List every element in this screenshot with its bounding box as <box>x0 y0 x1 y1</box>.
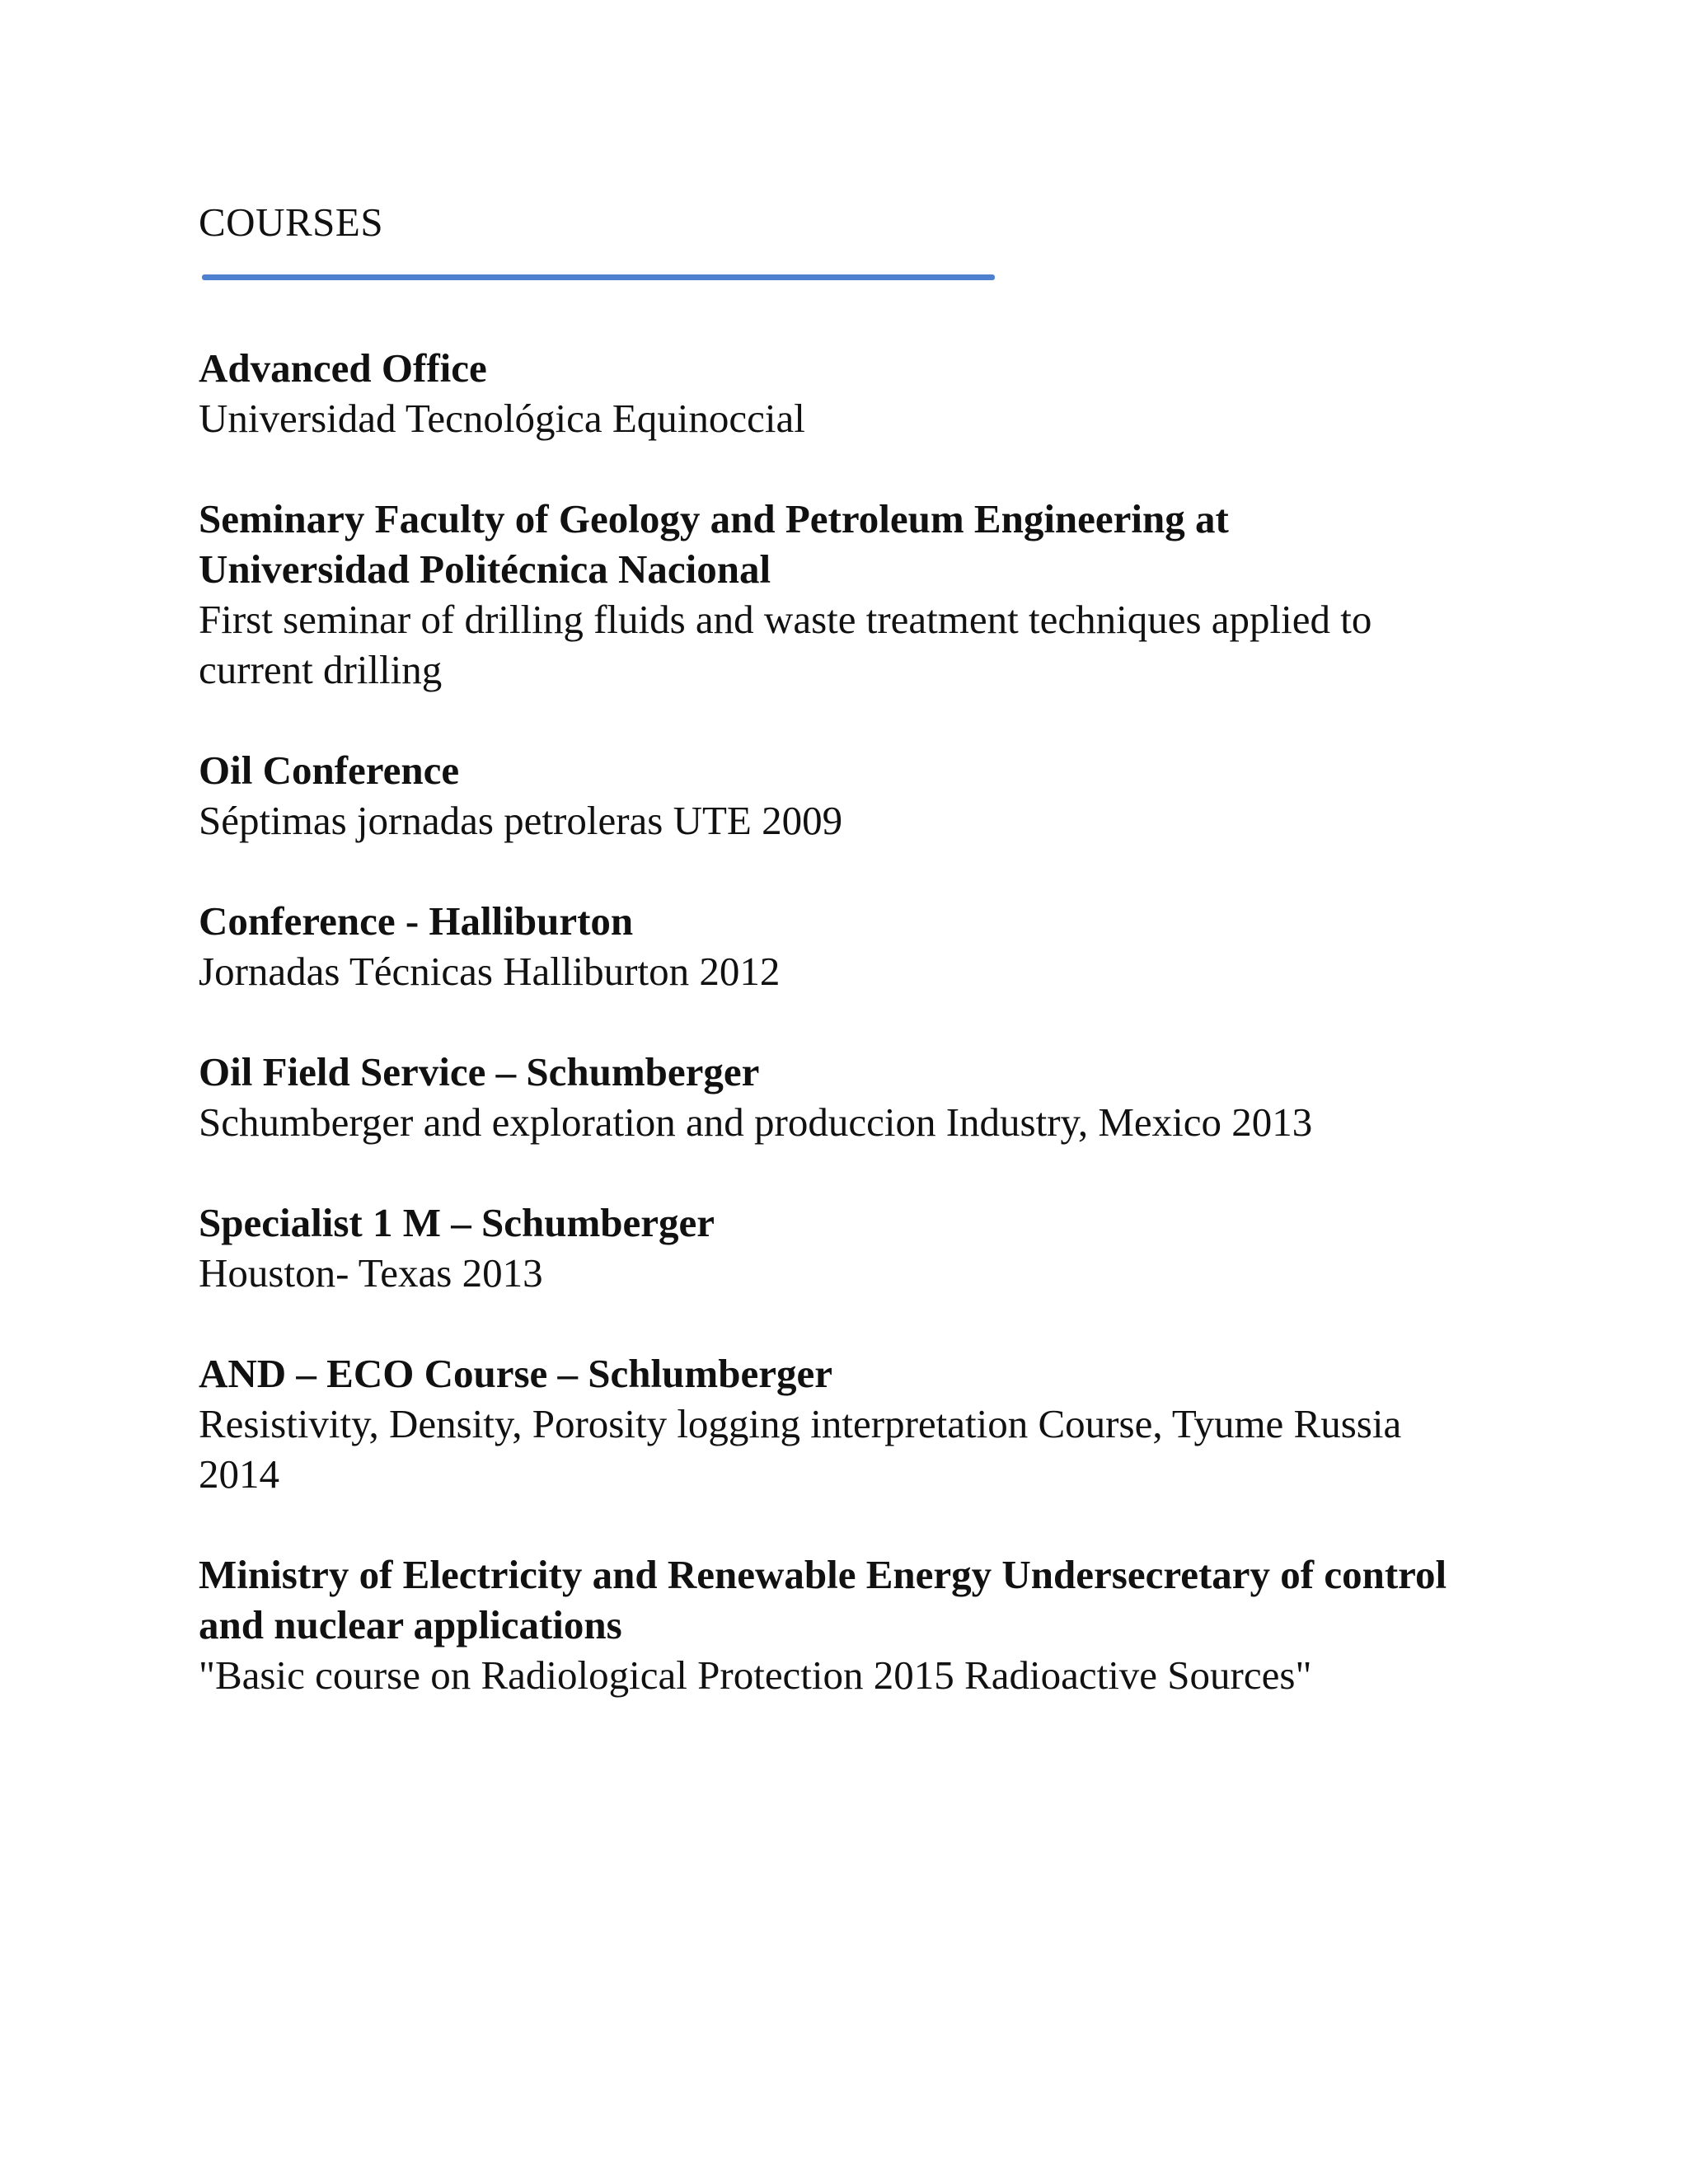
course-list <box>199 343 1517 1700</box>
course-entry <box>199 1047 1517 1147</box>
course-title: Oil Field Service – Schumberger <box>199 1049 760 1094</box>
course-entry <box>199 896 1517 996</box>
course-entry <box>199 494 1517 695</box>
course-entry <box>199 1348 1517 1499</box>
course-title: Seminary Faculty of Geology and Petroleum Engineering at Universidad Politécnica Nacional <box>199 496 1229 592</box>
course-description: First seminar of drilling fluids and waste treatment techniques applied to current drilling <box>199 597 1372 692</box>
course-description: "Basic course on Radiological Protection 2015 Radioactive Sources" <box>199 1652 1312 1698</box>
course-title: Specialist 1 M – Schumberger <box>199 1200 715 1245</box>
course-description: Schumberger and exploration and produccion Industry, Mexico 2013 <box>199 1099 1313 1145</box>
course-entry <box>199 343 1517 443</box>
course-title: Conference - Halliburton <box>199 898 634 944</box>
course-description: Houston- Texas 2013 <box>199 1250 543 1296</box>
course-description: Resistivity, Density, Porosity logging interpretation Course, Tyume Russia 2014 <box>199 1401 1402 1497</box>
section-title: COURSES <box>199 199 384 245</box>
course-title: AND – ECO Course – Schlumberger <box>199 1351 832 1396</box>
course-title: Ministry of Electricity and Renewable Energy Undersecretary of control and nuclear applications <box>199 1552 1447 1647</box>
course-entry <box>199 745 1517 846</box>
course-entry <box>199 1197 1517 1298</box>
course-description: Séptimas jornadas petroleras UTE 2009 <box>199 798 843 843</box>
course-entry <box>199 1549 1517 1700</box>
title-underline <box>202 274 995 280</box>
course-description: Jornadas Técnicas Halliburton 2012 <box>199 949 781 994</box>
course-title: Oil Conference <box>199 748 460 793</box>
course-description: Universidad Tecnológica Equinoccial <box>199 396 805 441</box>
course-title: Advanced Office <box>199 345 487 391</box>
